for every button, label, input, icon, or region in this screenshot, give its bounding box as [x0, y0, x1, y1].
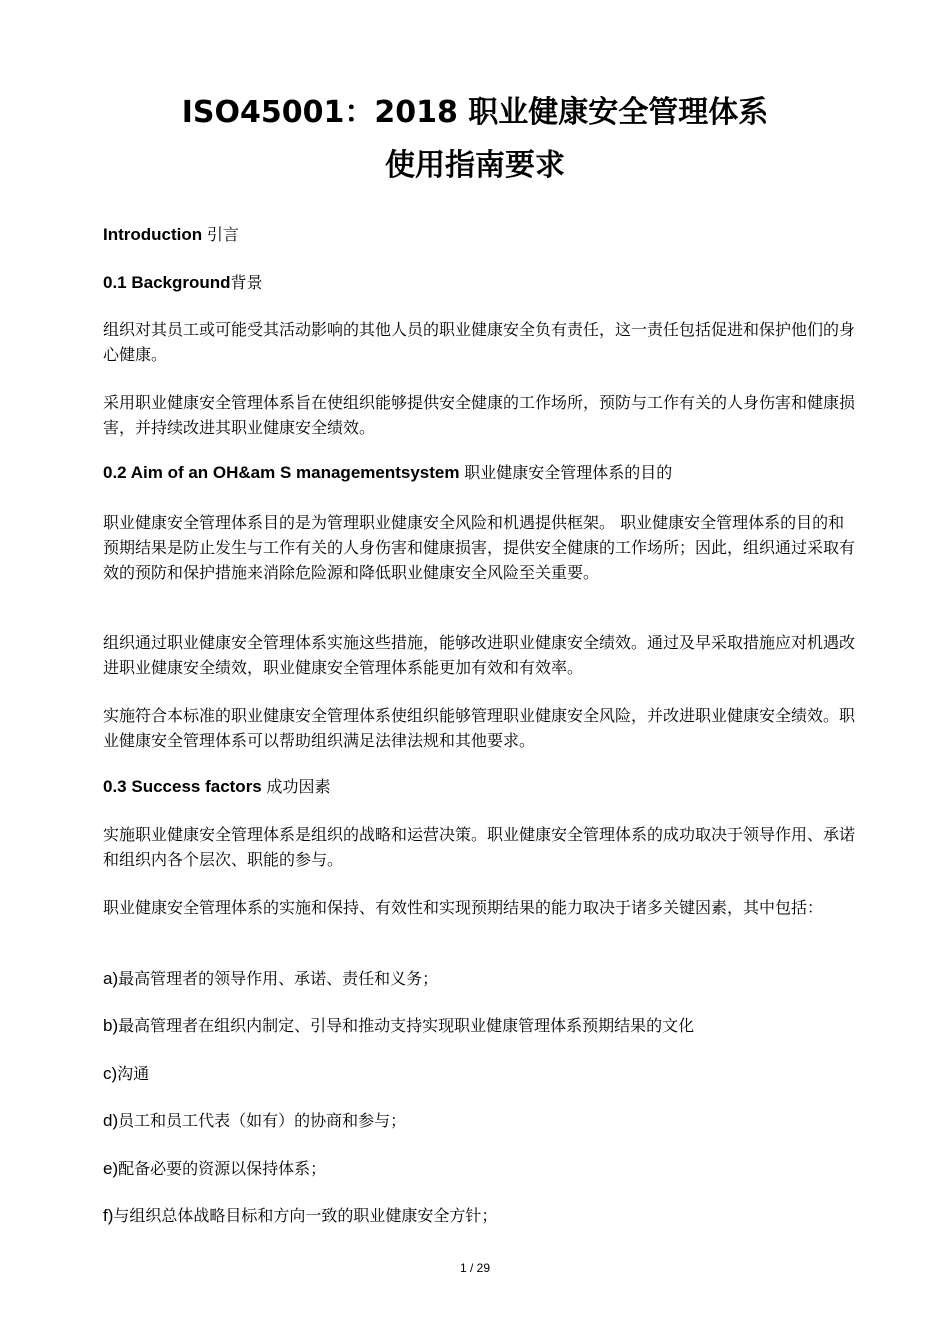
list-item [103, 1156, 863, 1181]
list-marker: d) [103, 1111, 119, 1130]
section-heading-en: 0.2 Aim of an OH&am S managementsystem [103, 463, 460, 482]
document-title-line1: ISO45001：2018 职业健康安全管理体系 [181, 95, 769, 130]
list-text: 最高管理者在组织内制定、引导和推动支持实现职业健康管理体系预期结果的文化 [118, 1016, 695, 1035]
section-heading-cn: 背景 [230, 273, 263, 292]
section-heading-cn: 职业健康安全管理体系的目的 [464, 463, 673, 482]
list-marker: a) [103, 969, 119, 988]
section-heading-aim [103, 461, 672, 485]
list-marker: b) [103, 1016, 119, 1035]
section-heading-en: 0.3 Success factors [103, 777, 262, 796]
list-item [103, 1108, 863, 1133]
paragraph: 职业健康安全管理体系的实施和保持、有效性和实现预期结果的能力取决于诸多关键因素，其中包括： [103, 898, 824, 917]
list-text: 与组织总体战略目标和方向一致的职业健康安全方针； [113, 1206, 498, 1225]
list-text: 配备必要的资源以保持体系； [118, 1159, 327, 1178]
document-title-line2: 使用指南要求 [385, 148, 565, 183]
list-item [103, 1061, 863, 1086]
paragraph: 组织对其员工或可能受其活动影响的其他人员的职业健康安全负有责任，这一责任包括促进和保护他们的身心健康。 [103, 320, 856, 364]
section-heading-introduction [103, 223, 239, 247]
section-heading-success-factors [103, 775, 331, 799]
paragraph: 实施符合本标准的职业健康安全管理体系使组织能够管理职业健康安全风险，并改进职业健康安全绩效。职业健康安全管理体系可以帮助组织满足法律法规和其他要求。 [103, 706, 856, 750]
list-marker: c) [103, 1064, 118, 1083]
section-heading-cn: 成功因素 [266, 777, 331, 796]
section-heading-en: 0.1 Background [103, 273, 231, 292]
list-item [103, 966, 863, 991]
paragraph: 实施职业健康安全管理体系是组织的战略和运营决策。职业健康安全管理体系的成功取决于领导作用、承诺和组织内各个层次、职能的参与。 [103, 825, 856, 869]
section-heading-background [103, 271, 263, 295]
page-number: 1 / 29 [459, 1261, 491, 1275]
list-marker: e) [103, 1159, 119, 1178]
list-item [103, 1013, 863, 1038]
paragraph: 采用职业健康安全管理体系旨在使组织能够提供安全健康的工作场所，预防与工作有关的人身伤害和健康损害，并持续改进其职业健康安全绩效。 [103, 393, 856, 437]
list-item [103, 1203, 863, 1228]
list-text: 员工和员工代表（如有）的协商和参与； [118, 1111, 407, 1130]
list-marker: f) [103, 1206, 114, 1225]
section-heading-en: Introduction [103, 225, 203, 244]
paragraph: 职业健康安全管理体系目的是为管理职业健康安全风险和机遇提供框架。 职业健康安全管理体系的目的和预期结果是防止发生与工作有关的人身伤害和健康损害，提供安全健康的工作场所；因此，组织通过采取有效的预防和保护措施来消除危险源和降低职业健康安全风险至关重要。 [103, 513, 856, 582]
list-text: 最高管理者的领导作用、承诺、责任和义务； [118, 969, 439, 988]
paragraph: 组织通过职业健康安全管理体系实施这些措施，能够改进职业健康安全绩效。通过及早采取措施应对机遇改进职业健康安全绩效，职业健康安全管理体系能更加有效和有效率。 [103, 633, 856, 677]
section-heading-cn: 引言 [206, 225, 239, 244]
list-text: 沟通 [117, 1064, 150, 1083]
